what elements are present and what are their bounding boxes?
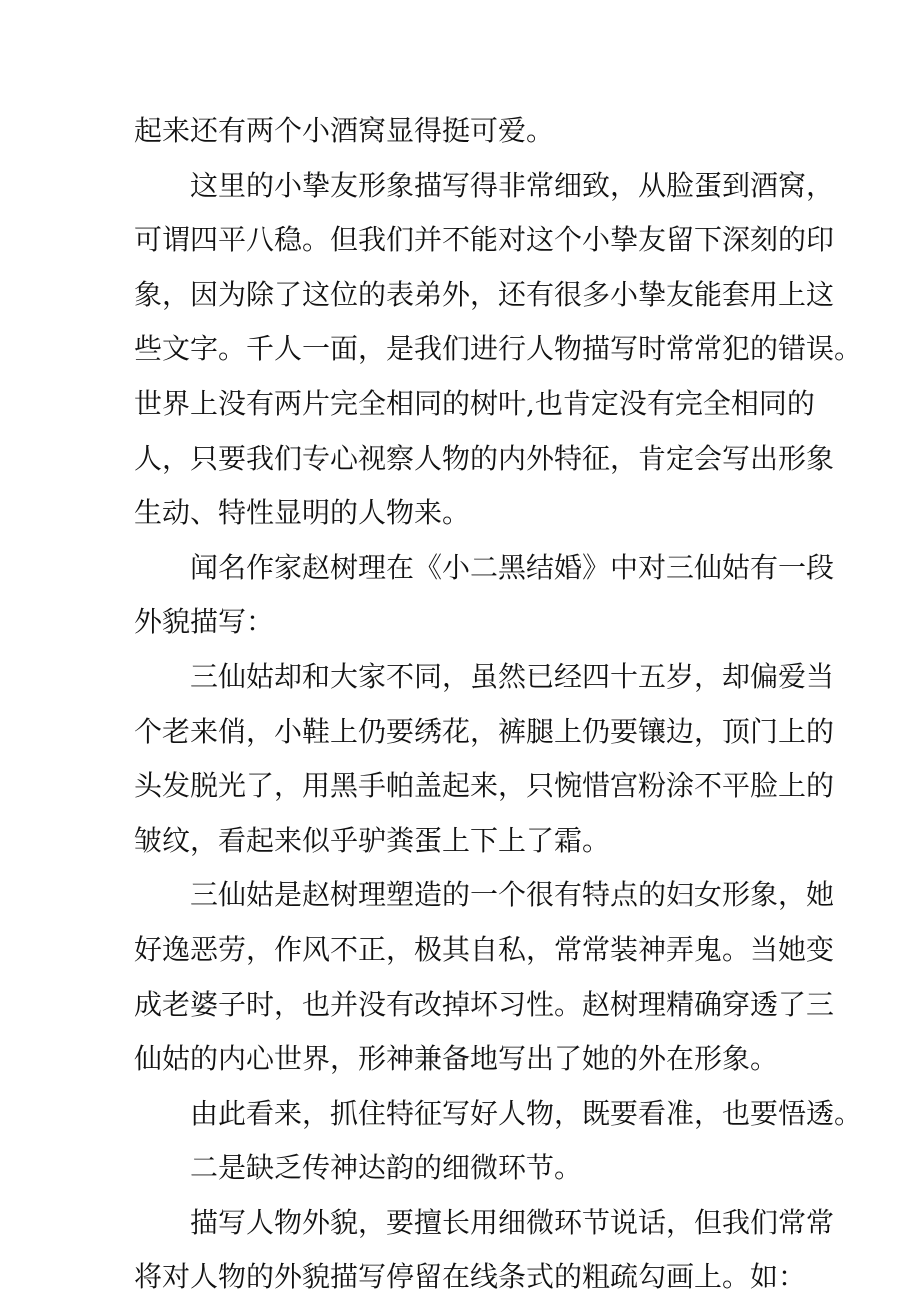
text-line: 生动、特性显明的人物来。: [134, 496, 471, 530]
text-line: 象，因为除了这位的表弟外，还有很多小挚友能套用上这: [134, 277, 835, 311]
text-line: 闻名作家赵树理在《小二黑结婚》中对三仙姑有一段: [190, 550, 835, 584]
text-line: 成老婆子时，也并没有改掉坏习性。赵树理精确穿透了三: [134, 987, 835, 1021]
text-line: 这里的小挚友形象描写得非常细致，从脸蛋到酒窝，: [190, 168, 835, 202]
text-line: 三仙姑是赵树理塑造的一个很有特点的妇女形象，她: [190, 878, 835, 912]
text-line: 由此看来，抓住特征写好人物，既要看准，也要悟透。: [190, 1096, 863, 1130]
text-line: 个老来俏，小鞋上仍要绣花，裤腿上仍要镶边，顶门上的: [134, 714, 835, 748]
text-line: 描写人物外貌，要擅长用细微环节说话，但我们常常: [190, 1205, 835, 1239]
text-line: 头发脱光了，用黑手帕盖起来，只惋惜宫粉涂不平脸上的: [134, 769, 835, 803]
text-line: 仙姑的内心世界，形神兼备地写出了她的外在形象。: [134, 1042, 779, 1076]
text-line: 皱纹，看起来似乎驴粪蛋上下上了霜。: [134, 823, 611, 857]
text-line: 三仙姑却和大家不同，虽然已经四十五岁，却偏爱当: [190, 659, 835, 693]
text-line: 外貌描写：: [134, 605, 275, 639]
text-line: 好逸恶劳，作风不正，极其自私，常常装神弄鬼。当她变: [134, 932, 835, 966]
text-line: 世界上没有两片完全相同的树叶,也肯定没有完全相同的: [134, 386, 815, 420]
text-line: 可谓四平八稳。但我们并不能对这个小挚友留下深刻的印: [134, 223, 835, 257]
document-body: [0, 104, 920, 1305]
text-line: 将对人物的外貌描写停留在线条式的粗疏勾画上。如：: [134, 1260, 807, 1294]
text-line: 些文字。千人一面，是我们进行人物描写时常常犯的错误。: [134, 332, 863, 366]
text-line: 二是缺乏传神达韵的细微环节。: [190, 1151, 583, 1185]
text-line: 起来还有两个小酒窝显得挺可爱。: [134, 114, 555, 147]
text-line: 人，只要我们专心视察人物的内外特征，肯定会写出形象: [134, 441, 835, 475]
